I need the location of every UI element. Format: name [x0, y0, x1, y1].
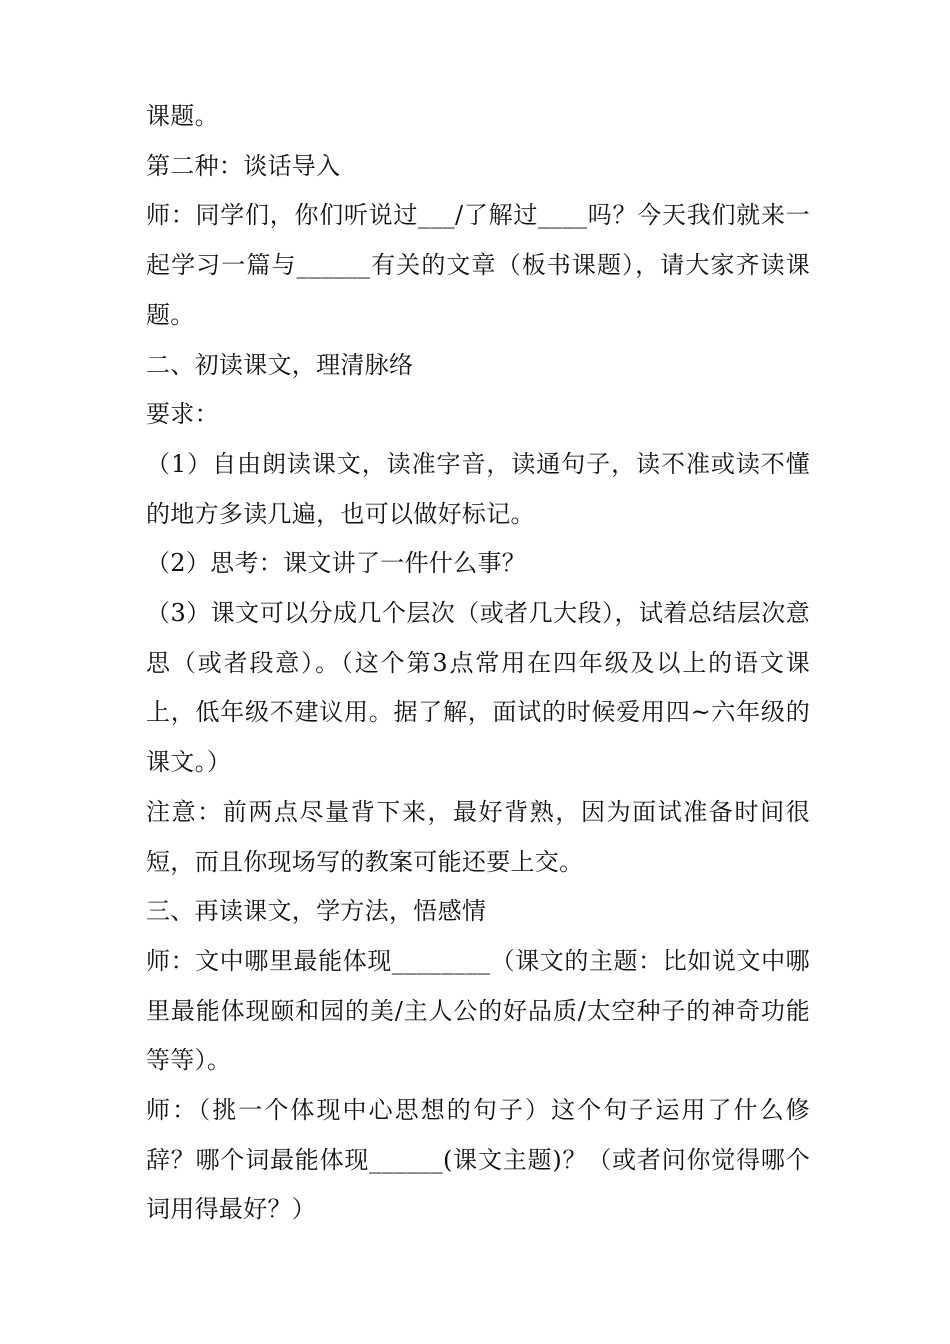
- requirement-item-1: （1）自由朗读课文，读准字音，读通句子，读不准或读不懂的地方多读几遍，也可以做好标记。: [146, 449, 810, 528]
- requirement-item-2: （2）思考：课文讲了一件什么事？: [146, 549, 527, 578]
- paragraph-requirements-label: 要求：: [146, 400, 219, 429]
- section-heading-first-reading: 二、初读课文，理清脉络: [146, 350, 414, 379]
- document-page: [146, 92, 810, 1235]
- paragraph-method-two-heading: 第二种：谈话导入: [146, 151, 341, 180]
- paragraph-course-title-end: 课题。: [146, 102, 219, 130]
- requirement-item-3: （3）课文可以分成几个层次（或者几大段），试着总结层次意思（或者段意）。（这个第3点常用在四年级及以上的语文课上，低年级不建议用。据了解，面试的时候爱用四~六年级的课文。）: [146, 599, 810, 777]
- paragraph-teacher-intro: 师：同学们，你们听说过___/了解过____吗？今天我们就来一起学习一篇与______有关的文章（板书课题），请大家齐读课题。: [146, 201, 810, 329]
- paragraph-teacher-question-theme: 师：文中哪里最能体现________（课文的主题：比如说文中哪里最能体现颐和园的美/主人公的好品质/太空种子的神奇功能等等）。: [146, 946, 810, 1075]
- paragraph-note: 注意：前两点尽量背下来，最好背熟，因为面试准备时间很短，而且你现场写的教案可能还要上交。: [146, 797, 810, 876]
- paragraph-teacher-question-rhetoric: 师：（挑一个体现中心思想的句子）这个句子运用了什么修辞？哪个词最能体现______(课文主题)？（或者问你觉得哪个词用得最好？）: [146, 1096, 810, 1224]
- section-heading-reread: 三、再读课文，学方法，悟感情: [146, 897, 487, 926]
